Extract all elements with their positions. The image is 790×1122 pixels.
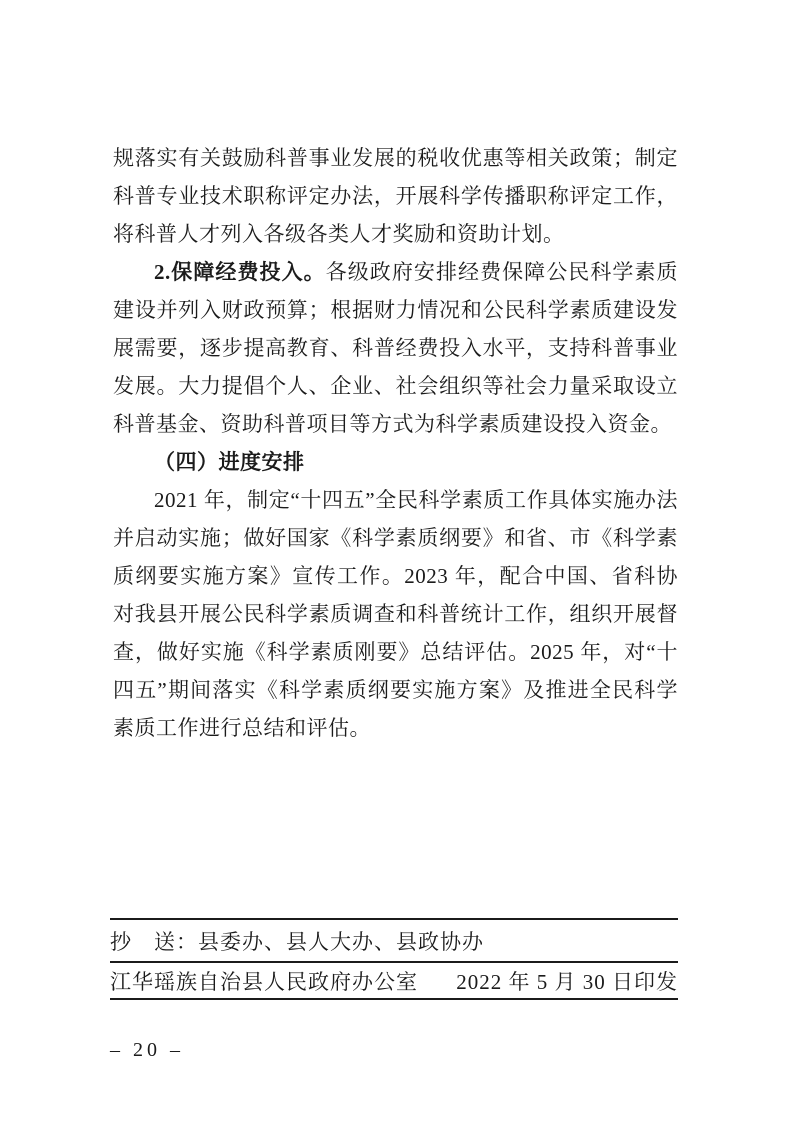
cc-label: 抄 送： — [110, 929, 198, 954]
page-number: – 20 – — [110, 1039, 184, 1061]
cc-row — [110, 920, 678, 961]
issuer-name: 江华瑶族自治县人民政府办公室 — [110, 969, 418, 994]
paragraph-continuation: 规落实有关鼓励科普事业发展的税收优惠等相关政策；制定科普专业技术职称评定办法，开展科学传播职称评定工作，将科普人才列入各级各类人才奖励和资助计划。 — [113, 146, 678, 246]
section-heading: （四）进度安排 — [154, 450, 305, 474]
paragraph-funding-body: 各级政府安排经费保障公民科学素质建设并列入财政预算；根据财力情况和公民科学素质建设发展需要，逐步提高教育、科普经费投入水平，支持科普事业发展。大力提倡个人、企业、社会组织等社会力量采取设立科普基金、资助科普项目等方式为科学素质建设投入资金。 — [113, 260, 679, 436]
footer-divider-bottom — [110, 998, 678, 1000]
paragraph-funding — [113, 253, 678, 443]
issue-row — [110, 963, 678, 998]
print-date: 2022 年 5 月 30 日印发 — [456, 969, 678, 994]
document-footer — [110, 918, 678, 1000]
document-body — [113, 139, 678, 747]
paragraph-funding-lead: 2.保障经费投入。 — [154, 260, 326, 284]
cc-value: 县委办、县人大办、县政协办 — [198, 929, 484, 954]
paragraph-schedule: 2021 年，制定“十四五”全民科学素质工作具体实施办法并启动实施；做好国家《科学素质纲要》和省、市《科学素质纲要实施方案》宣传工作。2023 年，配合中国、省科协对我县开展公民科学素质调查和科普统计工作，组织开展督查，做好实施《科学素质刚要》总结评估。2025 年，对“十四五”期间落实《科学素质纲要实施方案》及推进全民科学素质工作进行总结和评估。 — [113, 488, 678, 740]
